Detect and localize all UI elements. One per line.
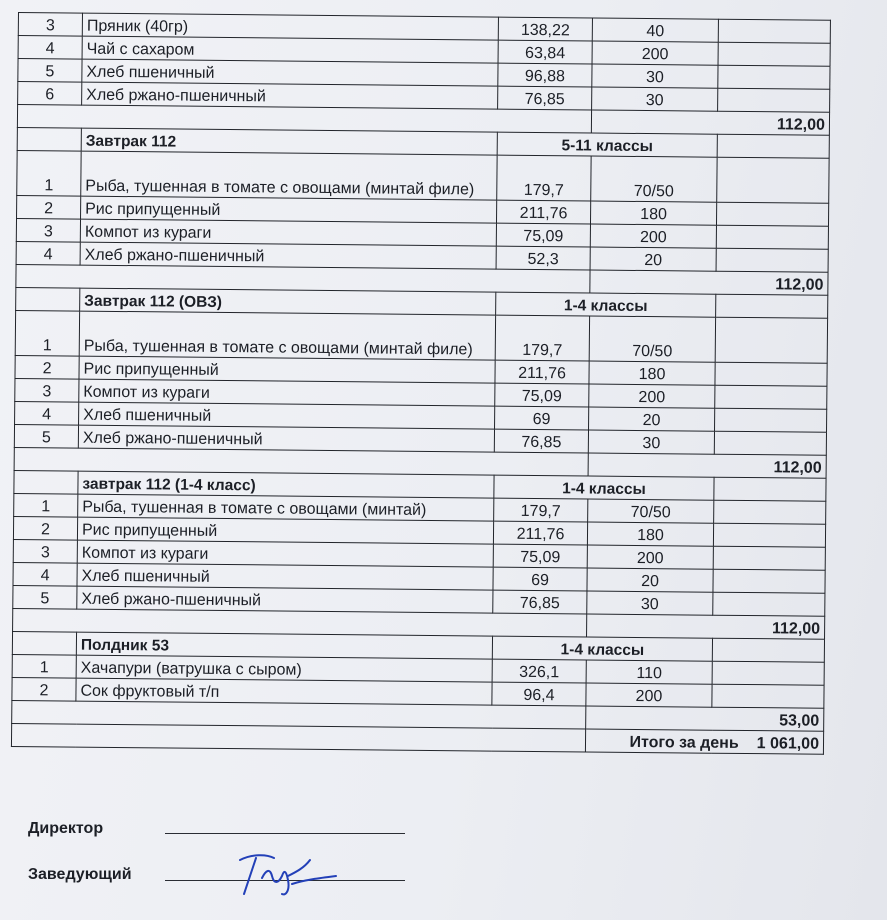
subtotal-value: 112,00: [587, 614, 825, 639]
empty-cell: [11, 723, 585, 752]
dish-name: Хлеб пшеничный: [79, 402, 495, 429]
row-number: 1: [12, 654, 76, 678]
menu-table: [11, 12, 831, 755]
dish-name: Рыба, тушенная в томате с овощами (минтай филе): [79, 311, 495, 360]
empty-cell: [14, 470, 78, 494]
dish-name: Хачапури (ватрушка с сыром): [76, 655, 492, 682]
dish-price: 52,3: [496, 246, 590, 270]
empty-cell: [715, 385, 827, 409]
empty-cell: [717, 157, 829, 203]
dish-name: Пряник (40гр): [82, 13, 498, 40]
dish-price: 211,76: [496, 200, 590, 224]
row-number: 5: [18, 59, 82, 83]
meal-grades: 1-4 классы: [494, 475, 714, 500]
dish-weight: 30: [588, 430, 714, 454]
dish-price: 96,88: [498, 63, 592, 87]
dish-name: Хлеб пшеничный: [82, 59, 498, 86]
row-number: 3: [18, 13, 82, 37]
row-number: 1: [14, 493, 78, 517]
dish-name: Сок фруктовый т/п: [76, 678, 492, 705]
dish-name: Рыба, тушенная в томате с овощами (минтай филе): [81, 151, 497, 200]
dish-weight: 40: [592, 18, 718, 42]
row-number: 4: [16, 241, 80, 265]
grand-total-value: 1 061,00: [756, 735, 820, 753]
empty-cell: [718, 19, 830, 43]
empty-cell: [717, 134, 829, 158]
dish-price: 76,85: [493, 590, 587, 614]
dish-name: Хлеб пшеничный: [77, 563, 493, 590]
dish-price: 69: [493, 567, 587, 591]
row-number: 2: [13, 516, 77, 540]
dish-weight: 200: [586, 683, 712, 707]
row-number: 4: [18, 36, 82, 60]
dish-price: 179,7: [495, 315, 589, 361]
dish-name: Хлеб ржано-пшеничный: [78, 425, 494, 452]
row-number: 6: [18, 82, 82, 106]
dish-weight: 30: [592, 64, 718, 88]
empty-cell: [712, 661, 824, 685]
dish-weight: 200: [589, 384, 715, 408]
empty-cell: [718, 42, 830, 66]
dish-weight: 20: [589, 407, 715, 431]
dish-weight: 200: [592, 41, 718, 65]
empty-cell: [17, 127, 81, 151]
subtotal-value: 112,00: [590, 270, 828, 295]
empty-cell: [712, 638, 824, 662]
table-row: [17, 150, 829, 203]
dish-weight: 200: [590, 224, 716, 248]
dish-name: Хлеб ржано-пшеничный: [77, 586, 493, 613]
dish-name: Хлеб ржано-пшеничный: [80, 242, 496, 269]
meal-grades: 1-4 классы: [492, 636, 712, 661]
row-number: 3: [13, 539, 77, 563]
table-row: [15, 310, 827, 363]
meal-grades: 1-4 классы: [496, 292, 716, 317]
dish-price: 75,09: [495, 383, 589, 407]
manager-label: Заведующий: [28, 866, 132, 883]
dish-price: 211,76: [493, 521, 587, 545]
empty-cell: [713, 592, 825, 616]
empty-cell: [713, 523, 825, 547]
dish-name: Рис припущенный: [81, 196, 497, 223]
dish-weight: 180: [590, 201, 716, 225]
dish-name: Рис припущенный: [79, 356, 495, 383]
handwritten-signature-icon: [232, 850, 342, 900]
row-number: 4: [15, 401, 79, 425]
empty-cell: [714, 477, 826, 501]
empty-cell: [715, 317, 827, 363]
row-number: 2: [12, 677, 76, 701]
empty-cell: [16, 287, 80, 311]
empty-cell: [716, 294, 828, 318]
dish-weight: 180: [589, 361, 715, 385]
row-number: 1: [17, 150, 81, 196]
empty-cell: [714, 500, 826, 524]
dish-weight: 20: [587, 568, 713, 592]
empty-cell: [712, 684, 824, 708]
dish-weight: 70/50: [591, 156, 717, 202]
empty-cell: [713, 569, 825, 593]
dish-price: 75,09: [496, 223, 590, 247]
dish-price: 326,1: [492, 659, 586, 683]
dish-name: Компот из кураги: [79, 379, 495, 406]
dish-price: 179,7: [494, 498, 588, 522]
dish-name: Хлеб ржано-пшеничный: [82, 82, 498, 109]
dish-weight: 200: [587, 545, 713, 569]
dish-weight: 30: [592, 87, 718, 111]
empty-cell: [716, 225, 828, 249]
subtotal-value: 53,00: [586, 706, 824, 731]
row-number: 3: [15, 378, 79, 402]
dish-price: 138,22: [498, 17, 592, 41]
director-signature-line: [165, 833, 405, 834]
row-number: 1: [15, 310, 79, 356]
dish-name: Рис припущенный: [77, 517, 493, 544]
subtotal-value: 112,00: [588, 453, 826, 478]
meal-title: Завтрак 112 (ОВЗ): [80, 288, 496, 315]
dish-name: Чай с сахаром: [82, 36, 498, 63]
meal-title: Завтрак 112: [81, 128, 497, 155]
dish-name: Компот из кураги: [77, 540, 493, 567]
empty-cell: [12, 631, 76, 655]
dish-name: Компот из кураги: [80, 219, 496, 246]
meal-title: Полдник 53: [76, 632, 492, 659]
row-number: 4: [13, 562, 77, 586]
empty-cell: [714, 431, 826, 455]
empty-cell: [718, 65, 830, 89]
dish-weight: 70/50: [588, 499, 714, 523]
dish-price: 76,85: [498, 86, 592, 110]
dish-weight: 20: [590, 247, 716, 271]
meal-grades: 5-11 классы: [497, 132, 717, 157]
dish-weight: 110: [586, 660, 712, 684]
empty-cell: [715, 408, 827, 432]
empty-cell: [716, 248, 828, 272]
dish-price: 179,7: [497, 155, 591, 201]
empty-cell: [715, 362, 827, 386]
dish-weight: 30: [587, 591, 713, 615]
grand-total-cell: [585, 729, 823, 754]
dish-name: Рыба, тушенная в томате с овощами (минтай): [78, 494, 494, 521]
row-number: 2: [15, 355, 79, 379]
dish-price: 96,4: [492, 682, 586, 706]
dish-price: 69: [495, 406, 589, 430]
row-number: 3: [16, 218, 80, 242]
empty-cell: [713, 546, 825, 570]
row-number: 2: [17, 195, 81, 219]
dish-price: 75,09: [493, 544, 587, 568]
grand-total-label: Итого за день: [629, 733, 739, 752]
row-number: 5: [13, 585, 77, 609]
dish-price: 63,84: [498, 40, 592, 64]
dish-price: 211,76: [495, 360, 589, 384]
director-label: Директор: [28, 820, 104, 837]
meal-title: завтрак 112 (1-4 класс): [78, 471, 494, 498]
dish-weight: 70/50: [589, 316, 715, 362]
dish-price: 76,85: [494, 429, 588, 453]
empty-cell: [716, 202, 828, 226]
subtotal-value: 112,00: [591, 110, 829, 135]
empty-cell: [718, 88, 830, 112]
dish-weight: 180: [587, 522, 713, 546]
row-number: 5: [14, 424, 78, 448]
